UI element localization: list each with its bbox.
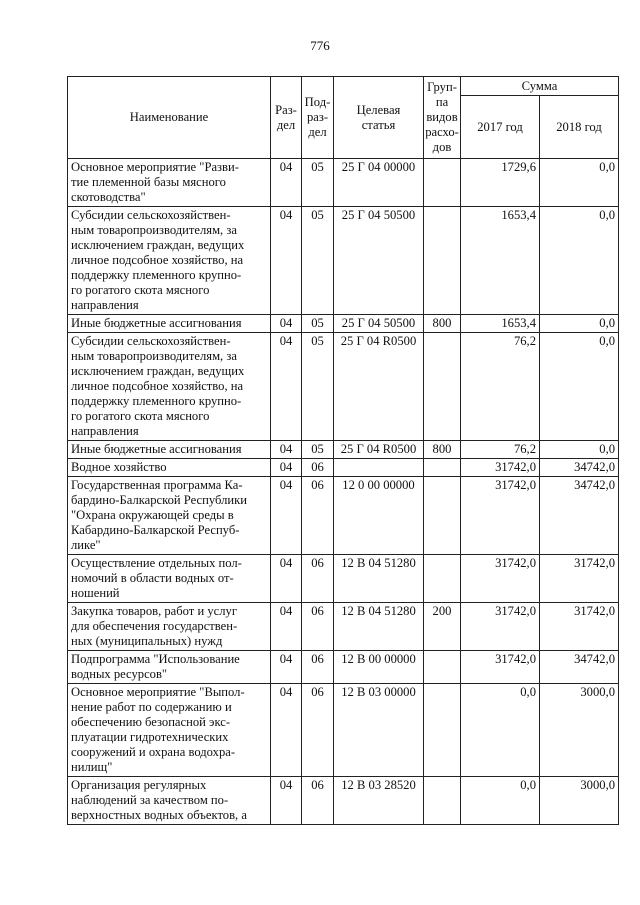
cell-2017: 31742,0 bbox=[461, 459, 540, 477]
table-row bbox=[68, 603, 619, 651]
cell-razdel: 04 bbox=[271, 684, 302, 777]
header-year-2017: 2017 год bbox=[461, 96, 540, 159]
page-number: 776 bbox=[310, 38, 330, 53]
cell-podrazdel: 05 bbox=[302, 207, 334, 315]
cell-2018: 0,0 bbox=[540, 333, 619, 441]
table-row bbox=[68, 651, 619, 684]
cell-podrazdel: 05 bbox=[302, 441, 334, 459]
cell-group bbox=[424, 777, 461, 825]
header-name: Наименование bbox=[68, 77, 271, 159]
cell-podrazdel: 06 bbox=[302, 459, 334, 477]
cell-name: Субсидии сельскохозяйствен- ным товаропроизводителям, за исключением граждан, ведущих личное подсобное хозяйство, на поддержку племенного крупно- го рогатого скота мясного направления bbox=[68, 333, 271, 441]
cell-razdel: 04 bbox=[271, 651, 302, 684]
cell-2018: 31742,0 bbox=[540, 555, 619, 603]
cell-razdel: 04 bbox=[271, 207, 302, 315]
cell-group: 200 bbox=[424, 603, 461, 651]
table-body bbox=[68, 159, 619, 825]
table-row bbox=[68, 441, 619, 459]
cell-article: 12 В 03 00000 bbox=[334, 684, 424, 777]
cell-podrazdel: 06 bbox=[302, 651, 334, 684]
cell-article: 12 0 00 00000 bbox=[334, 477, 424, 555]
cell-razdel: 04 bbox=[271, 777, 302, 825]
cell-2018: 0,0 bbox=[540, 441, 619, 459]
cell-2018: 3000,0 bbox=[540, 777, 619, 825]
table-row bbox=[68, 684, 619, 777]
header-year-2018: 2018 год bbox=[540, 96, 619, 159]
table-row bbox=[68, 459, 619, 477]
table-row bbox=[68, 315, 619, 333]
cell-name: Закупка товаров, работ и услуг для обеспечения государствен- ных (муниципальных) нужд bbox=[68, 603, 271, 651]
cell-article: 12 В 04 51280 bbox=[334, 603, 424, 651]
cell-razdel: 04 bbox=[271, 555, 302, 603]
cell-2017: 76,2 bbox=[461, 441, 540, 459]
cell-group: 800 bbox=[424, 315, 461, 333]
cell-razdel: 04 bbox=[271, 315, 302, 333]
cell-2018: 0,0 bbox=[540, 207, 619, 315]
cell-podrazdel: 06 bbox=[302, 477, 334, 555]
table-row bbox=[68, 207, 619, 315]
cell-razdel: 04 bbox=[271, 477, 302, 555]
cell-article: 25 Г 04 50500 bbox=[334, 207, 424, 315]
cell-name: Иные бюджетные ассигнования bbox=[68, 315, 271, 333]
cell-podrazdel: 06 bbox=[302, 555, 334, 603]
cell-2017: 1729,6 bbox=[461, 159, 540, 207]
cell-group: 800 bbox=[424, 441, 461, 459]
cell-name: Иные бюджетные ассигнования bbox=[68, 441, 271, 459]
cell-group bbox=[424, 684, 461, 777]
cell-2018: 0,0 bbox=[540, 159, 619, 207]
cell-2017: 76,2 bbox=[461, 333, 540, 441]
table-row bbox=[68, 777, 619, 825]
cell-article: 12 В 04 51280 bbox=[334, 555, 424, 603]
cell-podrazdel: 05 bbox=[302, 315, 334, 333]
cell-article: 25 Г 04 50500 bbox=[334, 315, 424, 333]
cell-2017: 31742,0 bbox=[461, 477, 540, 555]
cell-razdel: 04 bbox=[271, 459, 302, 477]
table-row bbox=[68, 159, 619, 207]
cell-group bbox=[424, 477, 461, 555]
cell-article: 25 Г 04 00000 bbox=[334, 159, 424, 207]
cell-group bbox=[424, 555, 461, 603]
cell-razdel: 04 bbox=[271, 159, 302, 207]
header-sum: Сумма bbox=[461, 77, 619, 96]
cell-name: Основное мероприятие "Выпол- нение работ по содержанию и обеспечению безопасной экс- плуатации гидротехнических сооружений и охрана водохра- нилищ" bbox=[68, 684, 271, 777]
cell-name: Основное мероприятие "Разви- тие племенной базы мясного скотоводства" bbox=[68, 159, 271, 207]
header-podrazdel: Под- раз- дел bbox=[302, 77, 334, 159]
cell-2018: 34742,0 bbox=[540, 459, 619, 477]
cell-group bbox=[424, 207, 461, 315]
cell-podrazdel: 06 bbox=[302, 684, 334, 777]
cell-2018: 34742,0 bbox=[540, 651, 619, 684]
cell-name: Подпрограмма "Использование водных ресурсов" bbox=[68, 651, 271, 684]
cell-podrazdel: 05 bbox=[302, 159, 334, 207]
cell-podrazdel: 06 bbox=[302, 777, 334, 825]
cell-name: Организация регулярных наблюдений за качеством по- верхностных водных объектов, а bbox=[68, 777, 271, 825]
cell-article: 12 В 03 28520 bbox=[334, 777, 424, 825]
cell-2017: 31742,0 bbox=[461, 651, 540, 684]
cell-article bbox=[334, 459, 424, 477]
cell-article: 12 В 00 00000 bbox=[334, 651, 424, 684]
cell-podrazdel: 06 bbox=[302, 603, 334, 651]
budget-table bbox=[67, 76, 619, 825]
cell-article: 25 Г 04 R0500 bbox=[334, 441, 424, 459]
cell-2017: 31742,0 bbox=[461, 555, 540, 603]
cell-razdel: 04 bbox=[271, 441, 302, 459]
cell-podrazdel: 05 bbox=[302, 333, 334, 441]
cell-razdel: 04 bbox=[271, 603, 302, 651]
header-article: Целевая статья bbox=[334, 77, 424, 159]
cell-razdel: 04 bbox=[271, 333, 302, 441]
cell-2018: 34742,0 bbox=[540, 477, 619, 555]
cell-article: 25 Г 04 R0500 bbox=[334, 333, 424, 441]
cell-group bbox=[424, 159, 461, 207]
cell-name: Водное хозяйство bbox=[68, 459, 271, 477]
cell-2018: 0,0 bbox=[540, 315, 619, 333]
cell-name: Государственная программа Ка- бардино-Балкарской Республики "Охрана окружающей среды в Кабардино-Балкарской Респуб- лике" bbox=[68, 477, 271, 555]
cell-group bbox=[424, 333, 461, 441]
cell-group bbox=[424, 651, 461, 684]
table-row bbox=[68, 555, 619, 603]
table-header-row bbox=[68, 77, 619, 96]
cell-2017: 31742,0 bbox=[461, 603, 540, 651]
cell-2017: 1653,4 bbox=[461, 207, 540, 315]
header-razdel: Раз- дел bbox=[271, 77, 302, 159]
cell-name: Субсидии сельскохозяйствен- ным товаропроизводителям, за исключением граждан, ведущих личное подсобное хозяйство, на поддержку племенного крупно- го рогатого скота мясного направления bbox=[68, 207, 271, 315]
cell-2018: 31742,0 bbox=[540, 603, 619, 651]
cell-2018: 3000,0 bbox=[540, 684, 619, 777]
header-group: Груп- па видов расхо- дов bbox=[424, 77, 461, 159]
cell-group bbox=[424, 459, 461, 477]
cell-2017: 0,0 bbox=[461, 777, 540, 825]
cell-2017: 1653,4 bbox=[461, 315, 540, 333]
cell-2017: 0,0 bbox=[461, 684, 540, 777]
table-row bbox=[68, 333, 619, 441]
cell-name: Осуществление отдельных пол- номочий в области водных от- ношений bbox=[68, 555, 271, 603]
table-row bbox=[68, 477, 619, 555]
